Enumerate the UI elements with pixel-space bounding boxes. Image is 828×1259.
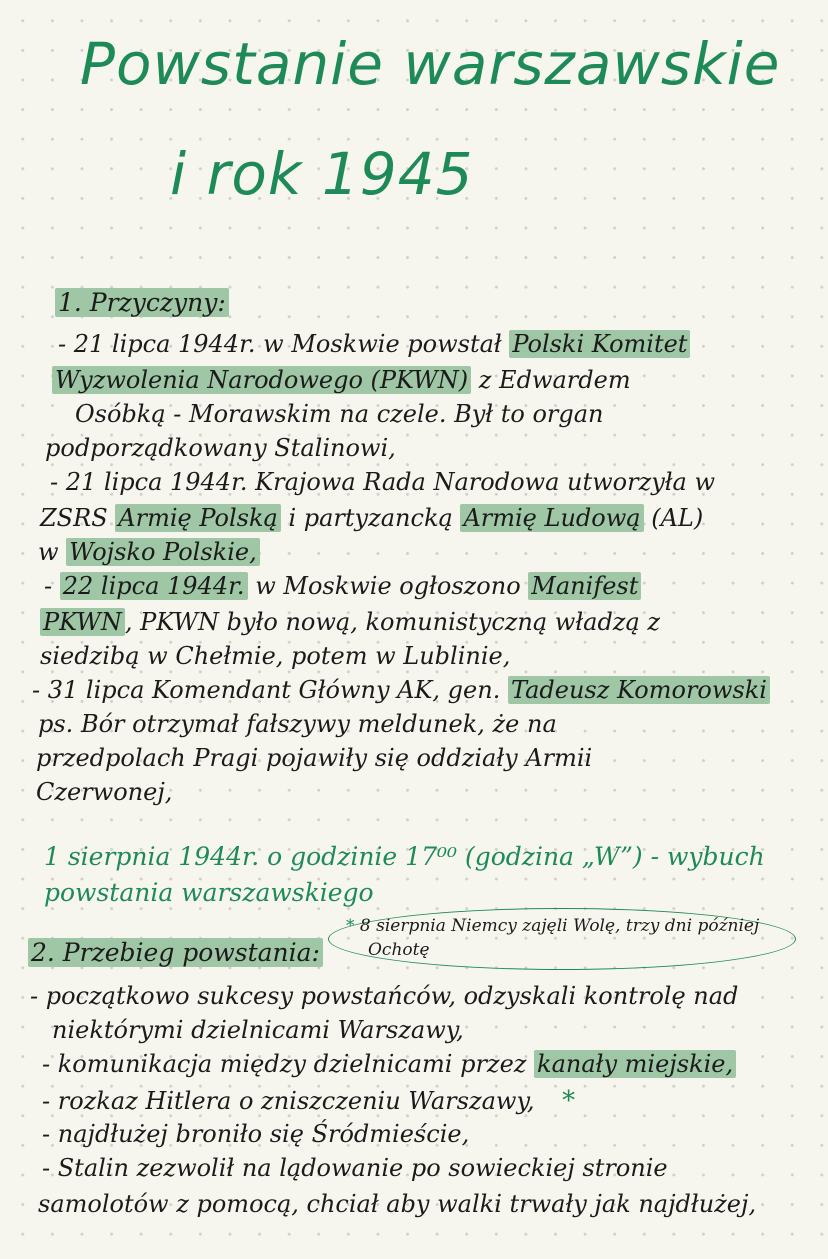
s1-line-6	[40, 504, 703, 532]
s1-line-14: Czerwonej,	[36, 778, 173, 806]
s1-line-7	[38, 538, 260, 566]
s1-line-8-highlight-2: Manifest	[528, 572, 641, 600]
s2-line-4-text: - rozkaz Hitlera o zniszczeniu Warszawy,	[42, 1087, 535, 1115]
asterisk-icon: *	[562, 1086, 576, 1116]
s1-line-1	[58, 330, 690, 358]
s1-line-6-text-c: (AL)	[643, 504, 704, 532]
s1-line-11-text: - 31 lipca Komendant Główny AK, gen.	[32, 676, 508, 704]
section-1-heading-highlight: 1. Przyczyny:	[55, 288, 229, 317]
s1-line-9	[40, 608, 660, 636]
s1-line-11	[32, 676, 770, 704]
s1-line-8	[44, 572, 641, 600]
annotation-bubble-line-2: Ochotę	[368, 940, 430, 960]
s1-line-2	[52, 366, 631, 394]
s1-line-8-text-b: w Moskwie ogłoszono	[247, 572, 529, 600]
s2-line-3-highlight: kanały miejskie,	[534, 1050, 736, 1078]
annotation-bubble-line-1	[346, 916, 759, 936]
s1-line-12: ps. Bór otrzymał fałszywy meldunek, że na	[38, 710, 557, 738]
s2-line-1: - początkowo sukcesy powstańców, odzyskali kontrolę nad	[30, 982, 739, 1010]
s1-line-5: - 21 lipca 1944r. Krajowa Rada Narodowa utworzyła w	[50, 468, 716, 496]
s1-line-3: Osóbką - Morawskim na czele. Był to organ	[75, 400, 604, 428]
section-2-heading-highlight: 2. Przebieg powstania:	[28, 938, 323, 967]
title-line-1: Powstanie warszawskie	[80, 30, 781, 98]
event-note-line-1: 1 sierpnia 1944r. o godzinie 17⁰⁰ (godzina „W”) - wybuch	[44, 842, 765, 871]
s1-line-9-text: , PKWN było nową, komunistyczną władzą z	[124, 608, 661, 636]
s2-line-6: - Stalin zezwolił na lądowanie po sowieckiej stronie	[42, 1154, 668, 1182]
section-2-heading	[28, 938, 323, 967]
s1-line-6-text-b: i partyzancką	[280, 504, 461, 532]
s1-line-6-text-a: ZSRS	[40, 504, 116, 532]
s1-line-1-text: - 21 lipca 1944r. w Moskwie powstał	[58, 330, 510, 358]
s2-line-4	[42, 1086, 575, 1116]
s1-line-2-text: z Edwardem	[471, 366, 631, 394]
title-line-2: i rok 1945	[170, 140, 474, 208]
s1-line-9-highlight: PKWN	[40, 608, 125, 636]
s1-line-4: podporządkowany Stalinowi,	[45, 434, 396, 462]
s2-line-7: samolotów z pomocą, chciał aby walki trwały jak najdłużej,	[38, 1190, 757, 1218]
s1-line-2-highlight: Wyzwolenia Narodowego (PKWN)	[52, 366, 471, 394]
s1-line-8-highlight-1: 22 lipca 1944r.	[60, 572, 248, 600]
s1-line-7-highlight: Wojsko Polskie,	[66, 538, 260, 566]
annotation-bubble-text-1: 8 sierpnia Niemcy zajęli Wolę, trzy dni później	[359, 916, 760, 936]
s1-line-8-text-a: -	[44, 572, 60, 600]
s2-line-5: - najdłużej broniło się Śródmieście,	[42, 1120, 470, 1148]
s2-line-3-text: - komunikacja między dzielnicami przez	[42, 1050, 535, 1078]
s1-line-10: siedzibą w Chełmie, potem w Lublinie,	[40, 642, 511, 670]
event-note-line-2: powstania warszawskiego	[44, 878, 374, 907]
s2-line-3	[42, 1050, 736, 1078]
s1-line-7-text: w	[38, 538, 67, 566]
section-1-heading	[55, 288, 229, 317]
s1-line-6-highlight-1: Armię Polską	[115, 504, 281, 532]
asterisk-icon: *	[346, 916, 355, 936]
s1-line-11-highlight: Tadeusz Komorowski	[508, 676, 770, 704]
s1-line-1-highlight: Polski Komitet	[509, 330, 690, 358]
s1-line-13: przedpolach Pragi pojawiły się oddziały Armii	[36, 744, 593, 772]
s1-line-6-highlight-2: Armię Ludową	[460, 504, 643, 532]
s2-line-2: niektórymi dzielnicami Warszawy,	[52, 1016, 464, 1044]
